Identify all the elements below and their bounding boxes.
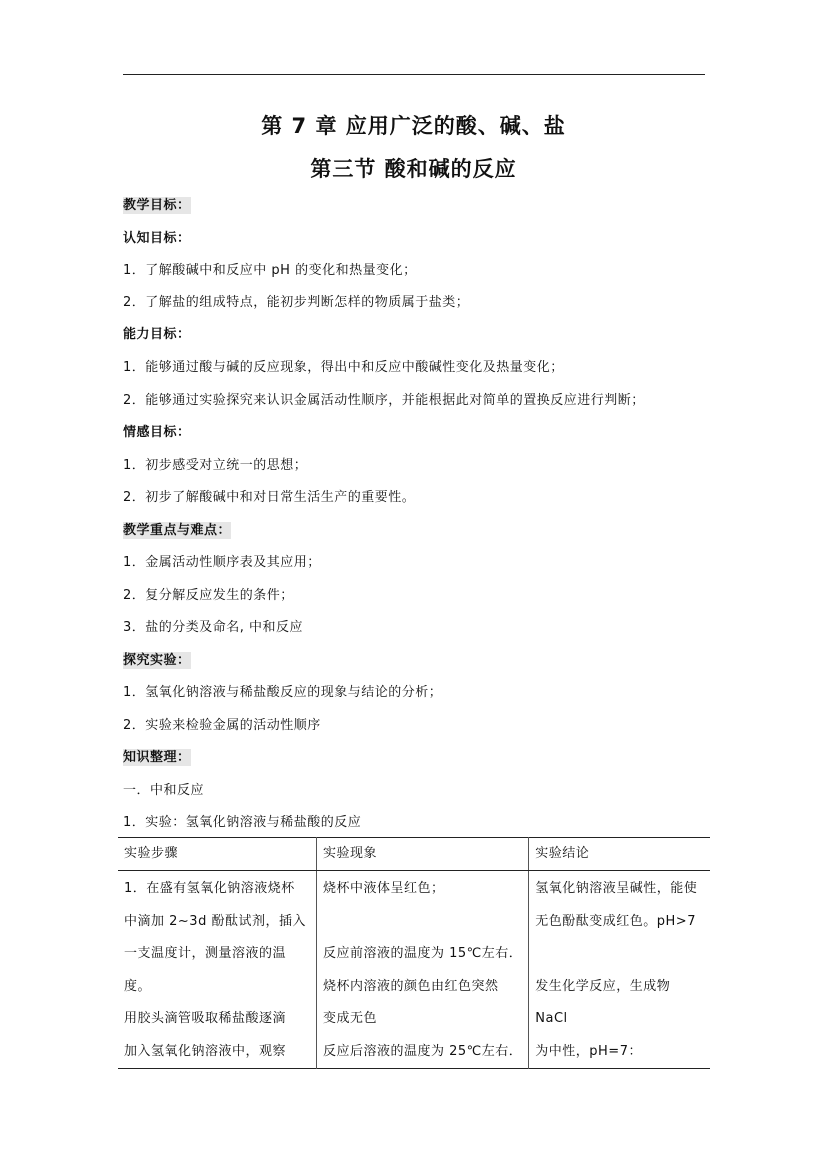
emotional-item-2: 2．初步了解酸碱中和对日常生活生产的重要性。 (123, 490, 416, 505)
conclusion-line (535, 938, 704, 971)
experiment-item-1: 1．氢氧化钠溶液与稀盐酸反应的现象与结论的分析； (123, 685, 443, 700)
ability-label: 能力目标： (123, 327, 191, 342)
steps-line: 一支温度计，测量溶液的温 (124, 946, 287, 961)
table-row (118, 871, 710, 1069)
emotional-label: 情感目标： (123, 425, 191, 440)
section-title: 第三节 酸和碱的反应 (310, 157, 517, 181)
experiments-heading: 探究实验： (123, 653, 191, 668)
phenomena-cell (317, 871, 529, 1069)
key-point-1: 1．金属活动性顺序表及其应用； (123, 555, 321, 570)
experiment-item-2: 2．实验来检验金属的活动性顺序 (123, 718, 321, 733)
conclusion-cell (529, 871, 710, 1069)
objectives-heading: 教学目标： (123, 198, 191, 213)
knowledge-sub-2: 1．实验：氢氧化钠溶液与稀盐酸的反应 (123, 815, 362, 830)
steps-line: 1．在盛有氢氧化钠溶液烧杯 (124, 881, 295, 896)
ability-item-1: 1．能够通过酸与碱的反应现象，得出中和反应中酸碱性变化及热量变化； (123, 360, 564, 375)
phenomena-line: 变成无色 (323, 1011, 378, 1026)
header-phenomena: 实验现象 (317, 838, 529, 871)
phenomena-line: 烧杯中液体呈红色； (323, 881, 445, 896)
phenomena-line (323, 906, 522, 939)
conclusion-line: 氢氧化钠溶液呈碱性，能使 (535, 881, 698, 896)
header-rule (123, 74, 705, 75)
steps-line: 用胶头滴管吸取稀盐酸逐滴 (124, 1011, 287, 1026)
cognitive-item-1: 1．了解酸碱中和反应中 pH 的变化和热量变化； (123, 263, 417, 278)
chapter-title: 第 7 章 应用广泛的酸、碱、盐 (261, 114, 566, 138)
steps-line: 加入氢氧化钠溶液中，观察 (124, 1043, 287, 1059)
phenomena-line: 反应前溶液的温度为 15℃左右． (323, 946, 523, 961)
emotional-item-1: 1．初步感受对立统一的思想； (123, 458, 308, 473)
steps-cell (118, 871, 317, 1069)
conclusion-line: 发生化学反应，生成物 (535, 978, 671, 994)
experiment-table (118, 837, 710, 1069)
key-point-2: 2．复分解反应发生的条件； (123, 588, 294, 603)
key-points-heading: 教学重点与难点： (123, 523, 232, 538)
conclusion-line: 为中性，pH=7： (535, 1043, 642, 1059)
conclusion-line: 无色酚酞变成红色。pH>7 (535, 913, 696, 929)
ability-item-2: 2．能够通过实验探究来认识金属活动性顺序，并能根据此对简单的置换反应进行判断； (123, 393, 645, 408)
table-header-row (118, 838, 710, 871)
steps-line: 度。 (124, 978, 152, 994)
knowledge-heading: 知识整理： (123, 750, 191, 765)
header-conclusion: 实验结论 (529, 838, 710, 871)
phenomena-line: 烧杯内溶液的颜色由红色突然 (323, 978, 499, 994)
header-steps: 实验步骤 (118, 838, 317, 871)
knowledge-sub-1: 一．中和反应 (123, 783, 205, 798)
phenomena-line: 反应后溶液的温度为 25℃左右． (323, 1043, 523, 1059)
key-point-3: 3．盐的分类及命名, 中和反应 (123, 620, 304, 635)
cognitive-item-2: 2．了解盐的组成特点，能初步判断怎样的物质属于盐类； (123, 295, 470, 310)
cognitive-label: 认知目标： (123, 231, 191, 246)
steps-line: 中滴加 2~3d 酚酞试剂，插入 (124, 913, 306, 929)
conclusion-line: NaCl (535, 1011, 568, 1026)
